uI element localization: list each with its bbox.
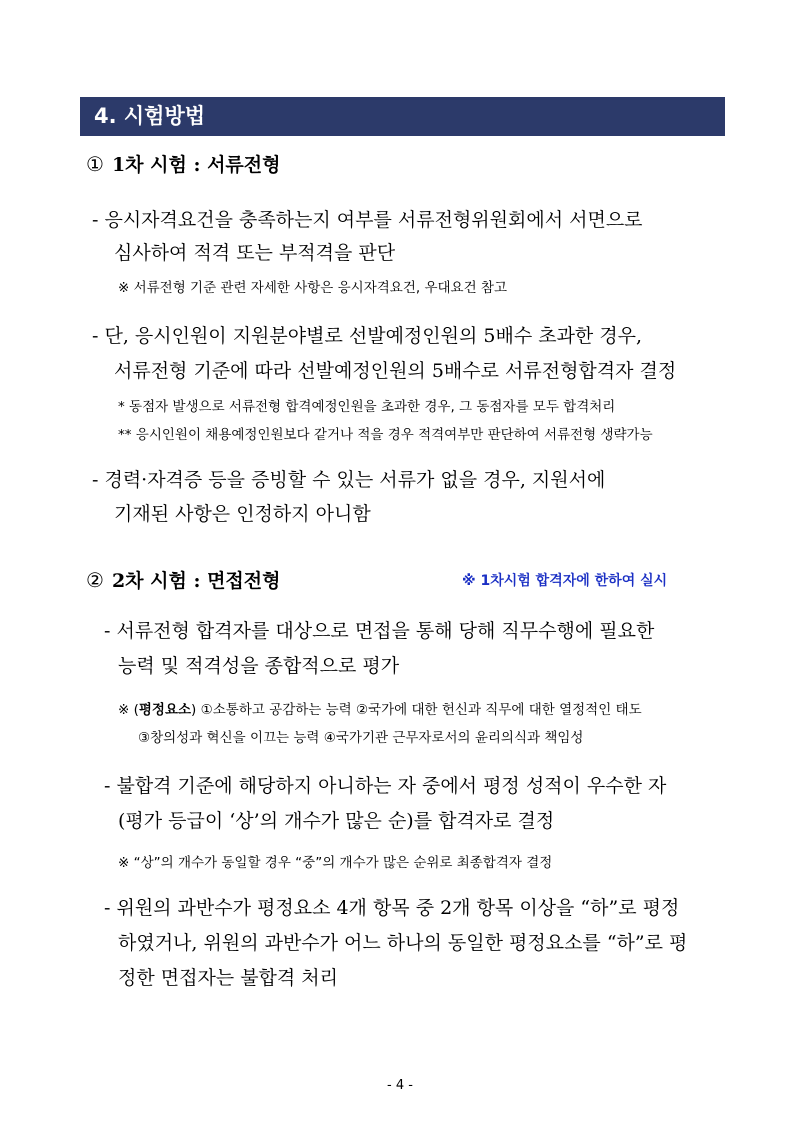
stage2-bullet3-line1: - 위원의 과반수가 평정요소 4개 항목 중 2개 항목 이상을 “하”로 평정 bbox=[104, 897, 680, 919]
stage1-bullet1-line2: 심사하여 적격 또는 부적격을 판단 bbox=[114, 242, 396, 264]
stage1-bullet3-line2: 기재된 사항은 인정하지 아니함 bbox=[114, 503, 371, 525]
stage2-bullet1-line2: 능력 및 적격성을 종합적으로 평가 bbox=[118, 655, 400, 677]
stage1-bullet2-line1: - 단, 응시인원이 지원분야별로 선발예정인원의 5배수 초과한 경우, bbox=[92, 325, 643, 347]
stage1-heading bbox=[86, 150, 281, 177]
stage2-bullet3-line3: 정한 면접자는 불합격 처리 bbox=[118, 967, 339, 989]
stage1-title: 1차 시험 : 서류전형 bbox=[111, 154, 281, 176]
stage1-bullet2-note2: ** 응시인원이 채용예정인원보다 같거나 적을 경우 적격여부만 판단하여 서류전형 생략가능 bbox=[118, 427, 653, 443]
section-title: 4. 시험방법 bbox=[80, 97, 725, 136]
stage2-side-note: ※ 1차시험 합격자에 한하여 실시 bbox=[462, 573, 668, 589]
page-number: - 4 - bbox=[387, 1078, 413, 1093]
stage2-eval-elements-line2: ③창의성과 혁신을 이끄는 능력 ④국가기관 근무자로서의 윤리의식과 책임성 bbox=[138, 730, 584, 746]
stage1-bullet1-line1: - 응시자격요건을 충족하는지 여부를 서류전형위원회에서 서면으로 bbox=[92, 209, 643, 231]
eval-label: 평정요소 bbox=[138, 702, 192, 718]
eval-rest: ) ①소통하고 공감하는 능력 ②국가에 대한 헌신과 직무에 대한 열정적인 태도 bbox=[191, 702, 642, 718]
stage1-bullet2-line2: 서류전형 기준에 따라 선발예정인원의 5배수로 서류전형합격자 결정 bbox=[114, 360, 677, 382]
stage1-bullet1-note: ※ 서류전형 기준 관련 자세한 사항은 응시자격요건, 우대요건 참고 bbox=[118, 280, 507, 296]
stage2-eval-elements bbox=[118, 698, 642, 718]
stage2-heading bbox=[86, 566, 281, 593]
eval-prefix: ※ ( bbox=[118, 702, 139, 718]
stage2-marker: ② bbox=[86, 568, 104, 592]
stage2-bullet1-line1: - 서류전형 합격자를 대상으로 면접을 통해 당해 직무수행에 필요한 bbox=[104, 620, 655, 642]
stage1-marker: ① bbox=[86, 152, 104, 176]
stage2-title: 2차 시험 : 면접전형 bbox=[111, 570, 281, 592]
stage2-bullet2-note: ※ “상”의 개수가 동일할 경우 “중”의 개수가 많은 순위로 최종합격자 결정 bbox=[118, 855, 553, 871]
stage2-bullet2-line1: - 불합격 기준에 해당하지 아니하는 자 중에서 평정 성적이 우수한 자 bbox=[104, 775, 667, 797]
stage1-bullet3-line1: - 경력·자격증 등을 증빙할 수 있는 서류가 없을 경우, 지원서에 bbox=[92, 469, 606, 491]
stage1-bullet2-note1: * 동점자 발생으로 서류전형 합격예정인원을 초과한 경우, 그 동점자를 모두 합격처리 bbox=[118, 399, 616, 415]
stage2-bullet2-line2: (평가 등급이 ‘상’의 개수가 많은 순)를 합격자로 결정 bbox=[118, 810, 555, 832]
stage2-bullet3-line2: 하였거나, 위원의 과반수가 어느 하나의 동일한 평정요소를 “하”로 평 bbox=[118, 932, 688, 954]
